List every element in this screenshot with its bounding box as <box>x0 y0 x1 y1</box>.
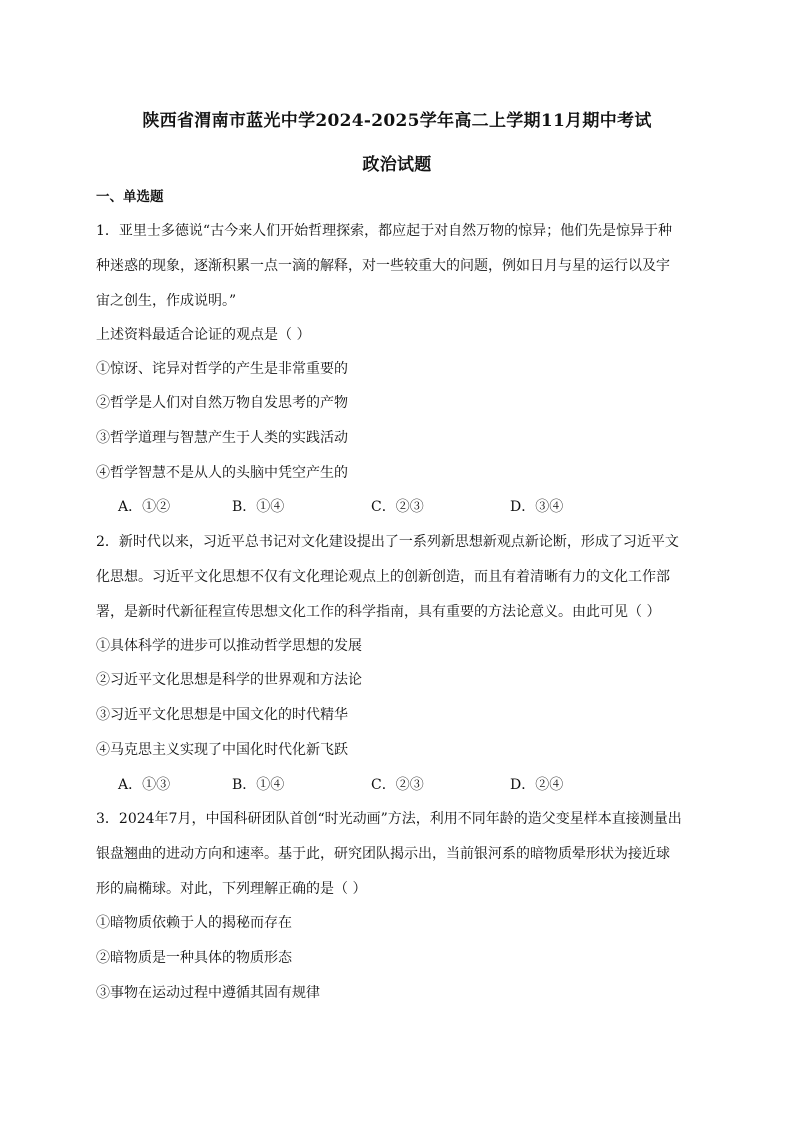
question-2-line-2: 化思想。习近平文化思想不仅有文化理论观点上的创新创造，而且有着清晰有力的文化工作部 <box>96 569 670 585</box>
question-2-statement-1: ①具体科学的进步可以推动哲学思想的发展 <box>96 638 362 654</box>
question-2-statement-4: ④马克思主义实现了中国化时代化新飞跃 <box>96 742 348 758</box>
question-1-option-c[interactable]: C．②③ <box>371 499 424 515</box>
question-1-statement-2: ②哲学是人们对自然万物自发思考的产物 <box>96 395 348 411</box>
exam-title: 陕西省渭南市蓝光中学2024-2025学年高二上学期11月期中考试 <box>142 111 652 131</box>
question-1-statement-3: ③哲学道理与智慧产生于人类的实践活动 <box>96 430 348 446</box>
question-3-line-2: 银盘翘曲的进动方向和速率。基于此，研究团队揭示出，当前银河系的暗物质晕形状为接近球 <box>96 846 670 862</box>
question-2-option-d[interactable]: D．②④ <box>510 777 564 793</box>
question-2-line-3: 署，是新时代新征程宣传思想文化工作的科学指南，具有重要的方法论意义。由此可见（ ） <box>96 604 661 620</box>
section-title: 一、单选题 <box>96 189 164 205</box>
question-2-statement-3: ③习近平文化思想是中国文化的时代精华 <box>96 707 348 723</box>
question-1-line-2: 种迷惑的现象，逐渐积累一点一滴的解释，对一些较重大的问题，例如日月与星的运行以及宇 <box>96 258 670 274</box>
question-1-prompt: 上述资料最适合论证的观点是（ ） <box>96 327 311 343</box>
question-2-line-1: 2．新时代以来，习近平总书记对文化建设提出了一系列新思想新观点新论断，形成了习近平文 <box>96 534 679 550</box>
question-1-line-3: 宙之创生，作成说明。” <box>96 293 237 309</box>
question-1-option-b[interactable]: B．①④ <box>232 499 285 515</box>
question-1-statement-4: ④哲学智慧不是从人的头脑中凭空产生的 <box>96 465 348 481</box>
question-1-statement-1: ①惊讶、诧异对哲学的产生是非常重要的 <box>96 361 348 377</box>
exam-subtitle: 政治试题 <box>362 155 432 175</box>
question-2-statement-2: ②习近平文化思想是科学的世界观和方法论 <box>96 672 362 688</box>
question-3-statement-2: ②暗物质是一种具体的物质形态 <box>96 950 292 966</box>
question-1-option-d[interactable]: D．③④ <box>510 499 564 515</box>
question-2-option-a[interactable]: A．①③ <box>118 777 171 793</box>
question-1-line-1: 1．亚里士多德说“古今来人们开始哲理探索，都应起于对自然万物的惊异；他们先是惊异于种 <box>96 223 673 239</box>
question-2-option-c[interactable]: C．②③ <box>371 777 424 793</box>
question-3-statement-3: ③事物在运动过程中遵循其固有规律 <box>96 985 320 1001</box>
question-1-option-a[interactable]: A．①② <box>118 499 171 515</box>
question-3-line-3: 形的扁椭球。对此，下列理解正确的是（ ） <box>96 881 367 897</box>
question-3-statement-1: ①暗物质依赖于人的揭秘而存在 <box>96 915 292 931</box>
question-2-option-b[interactable]: B．①④ <box>232 777 285 793</box>
question-3-line-1: 3．2024年7月，中国科研团队首创“时光动画”方法，利用不同年龄的造父变星样本直接测量出 <box>96 811 682 827</box>
